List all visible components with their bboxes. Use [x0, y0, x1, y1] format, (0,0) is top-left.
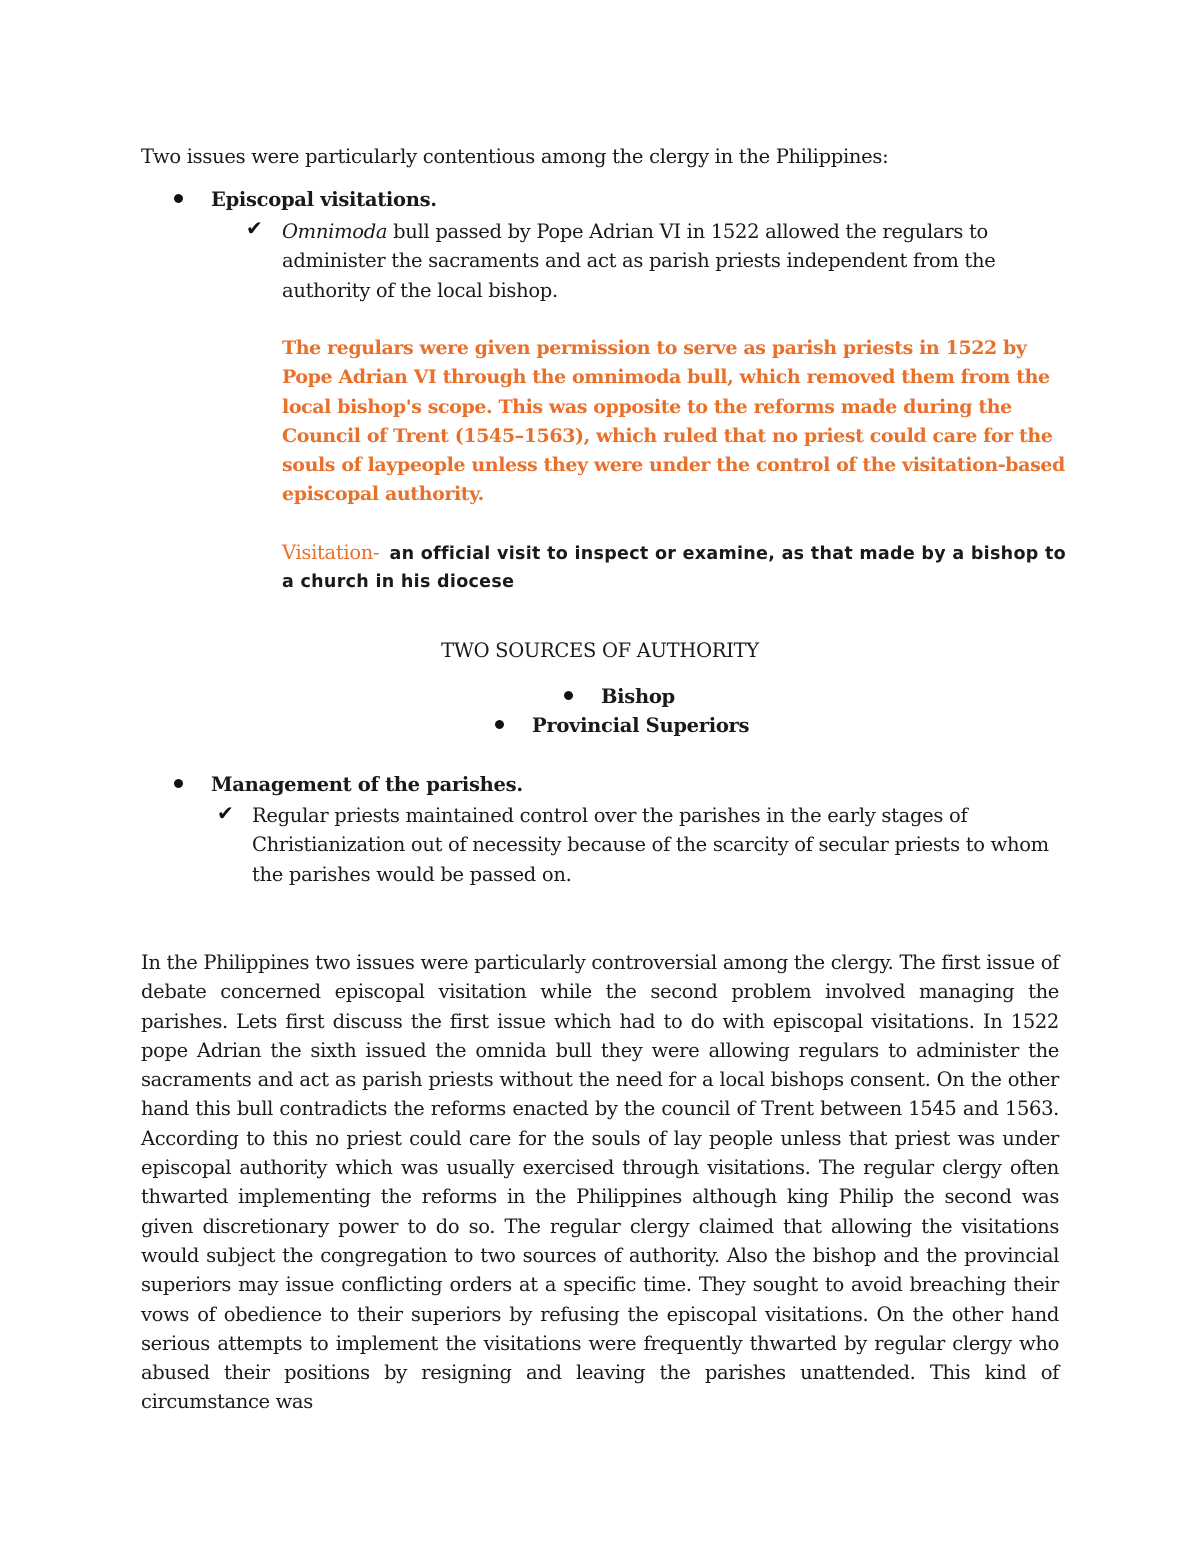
definition-text: an official visit to inspect or examine, as that made by a bishop to a church in his diocese — [282, 544, 1066, 592]
bullet-dot-icon — [174, 194, 183, 203]
omnimoda-term: Omnimoda — [282, 220, 388, 243]
orange-note: The regulars were given permission to serve as parish priests in 1522 by Pope Adrian VI through the omnimoda bull, which removed them from the local bishop's scope. This was opposite to the reforms made during the Council of Trent (1545–1563), which ruled that no priest could care for the souls of laypeople unless they were under the control of the visitation-based episcopal authority. — [282, 337, 1065, 506]
episcopal-heading: Episcopal visitations. — [211, 188, 437, 211]
visitation-definition — [282, 539, 1072, 596]
bullet-dot-icon — [495, 720, 504, 729]
source-item-bishop — [564, 685, 675, 708]
management-heading: Management of the parishes. — [211, 773, 523, 796]
definition-term: Visitation- — [282, 541, 380, 564]
source-item-label: Bishop — [601, 685, 675, 708]
body-paragraph: In the Philippines two issues were particularly controversial among the clergy. The first issue of debate concerned episcopal visitation while the second problem involved managing the parishes. Lets first discuss the first issue which had to do with episcopal visitations. In 1522 pope Adrian the sixth issued the omnida bull they were allowing regulars to administer the sacraments and act as parish priests without the need for a local bishops consent. On the other hand this bull contradicts the reforms enacted by the council of Trent between 1545 and 1563. According to this no priest could care for the souls of lay people unless that priest was under episcopal authority which was usually exercised through visitations. The regular clergy often thwarted implementing the reforms in the Philippines although king Philip the second was given discretionary power to do so. The regular clergy claimed that allowing the visitations would subject the congregation to two sources of authority. Also the bishop and the provincial superiors may issue conflicting orders at a specific time. They sought to avoid breaching their vows of obedience to their superiors by refusing the episcopal visitations. On the other hand serious attempts to implement the visitations were frequently thwarted by regular clergy who abused their positions by resigning and leaving the parishes unattended. This kind of circumstance was — [141, 951, 1059, 1414]
checkmark-icon: ✔ — [217, 801, 234, 825]
checkmark-icon: ✔ — [246, 216, 263, 240]
intro-text: Two issues were particularly contentious among the clergy in the Philippines: — [141, 145, 889, 168]
bullet-management — [174, 773, 523, 796]
management-check-text: Regular priests maintained control over the parishes in the early stages of Christianization out of necessity because of the scarcity of secular priests to whom the parishes would be passed on. — [252, 804, 1049, 886]
source-item-label: Provincial Superiors — [532, 714, 750, 737]
episcopal-check-text — [282, 217, 1072, 305]
bullet-episcopal — [174, 188, 437, 211]
bullet-dot-icon — [174, 779, 183, 788]
episcopal-check-body: bull passed by Pope Adrian VI in 1522 allowed the regulars to administer the sacraments and act as parish priests independent from the authority of the local bishop. — [282, 220, 996, 302]
sources-title: TWO SOURCES OF AUTHORITY — [441, 639, 759, 662]
bullet-dot-icon — [564, 691, 573, 700]
source-item-provincial — [495, 714, 749, 737]
